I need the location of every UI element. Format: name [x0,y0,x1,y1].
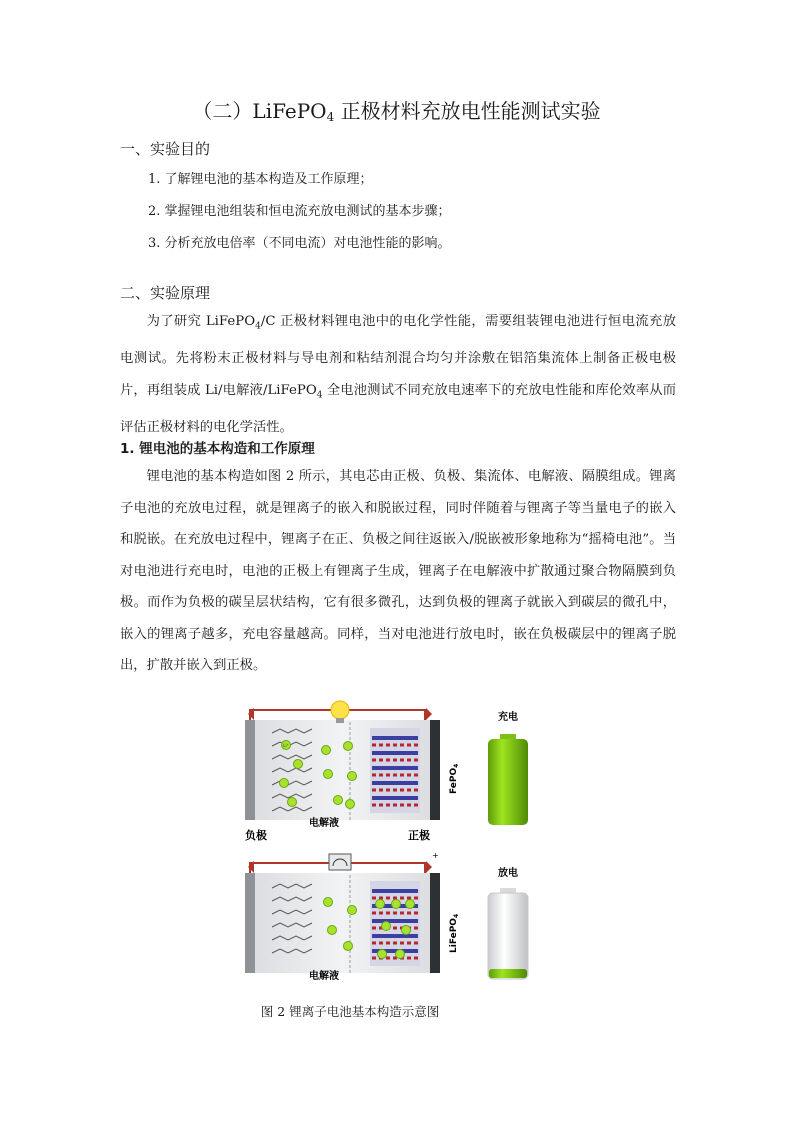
discharging-cell [245,851,518,982]
section-heading-purpose: 一、实验目的 [120,140,211,158]
electrolyte-label: 电解液 [309,818,339,829]
electrolyte-label: 电解液 [309,971,339,982]
cathode-lattice [370,728,420,813]
meter-icon [329,854,351,870]
positive-label: 正极 [408,829,430,842]
positive-collector [430,720,440,820]
cathode-label: LiFePO$_4$ [449,913,460,953]
ion-label: Li⁺ [283,743,289,748]
list-item: 1. 了解锂电池的基本构造及工作原理； [148,172,373,187]
positive-collector [430,873,440,973]
list-item: 3. 分析充放电倍率（不同电流）对电池性能的影响。 [148,236,451,251]
cathode-label: FePO$_4$ [449,763,460,794]
battery-diagram [240,698,540,993]
battery-full-icon [488,734,528,825]
arrow-icon [426,861,432,873]
page-title: （二）LiFePO$_4$ 正极材料充放电性能测试实验 [192,99,601,124]
negative-collector [245,873,255,973]
arrow-icon [426,708,432,720]
plus-icon: + [432,851,439,860]
negative-label: 负极 [245,829,267,842]
state-label-charge: 充电 [498,712,518,723]
section-heading-principle: 二、实验原理 [120,284,211,302]
negative-collector [245,720,255,820]
paragraph-structure: 锂电池的基本构造如图 2 所示，其电芯由正极、负极、集流体、电解液、隔膜组成。锂离子电池的充放电过程，就是锂离子的嵌入和脱嵌过程，同时伴随着与锂离子等当量电子的嵌入和脱嵌。在充放电过程中，锂离子在正、负极之间往返嵌入/脱嵌被形象地称为“摇椅电池”。当对电池进行充电时，电池的正极上有锂离子生成，锂离子在电解液中扩散通过聚合物隔膜到负极。而作为负极的碳呈层状结构，它有很多微孔，达到负极的锂离子就嵌入到碳层的微孔中，嵌入的锂离子越多，充电容量越高。同样，当对电池进行放电时，嵌在负极碳层中的锂离子脱出，扩散并嵌入到正极。 [120,469,676,673]
charging-cell [245,701,518,842]
lightbulb-icon [331,701,349,719]
battery-empty-icon [488,888,528,979]
paragraph-intro: 为了研究 LiFePO$_4$/C 正极材料锂电池中的电化学性能，需要组装锂电池进行恒电流充放电测试。先将粉末正极材料与导电剂和粘结剂混合均匀并涂敷在铝箔集流体上制备正极电极片，再组装成 Li/电解液/LiFePO$_4$ 全电池测试不同充放电速率下的充放电性能和库伦效率从而评估正极材料的电化学活性。 [120,314,676,435]
subsection-heading: 1. 锂电池的基本构造和工作原理 [120,441,315,457]
list-item: 2. 掌握锂电池组装和恒电流充放电测试的基本步骤； [148,204,451,219]
state-label-discharge: 放电 [498,868,518,879]
figure-caption: 图 2 锂离子电池基本构造示意图 [260,1004,440,1019]
